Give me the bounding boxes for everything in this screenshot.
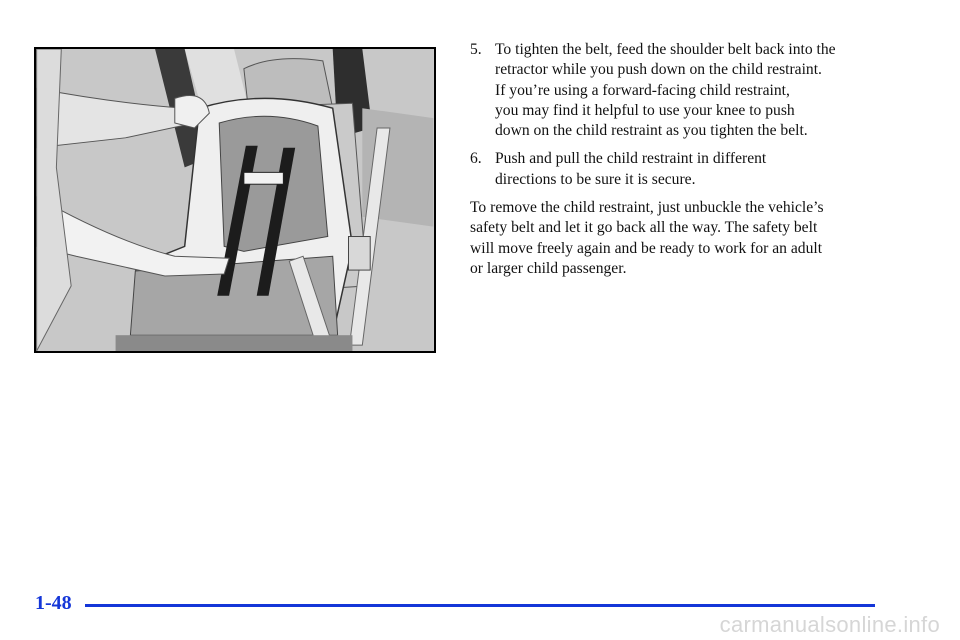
paragraph-line: safety belt and let it go back all the way. The safety belt	[470, 219, 818, 237]
child-restraint-drawing	[36, 49, 434, 351]
step-line: you may find it helpful to use your knee to push	[495, 101, 795, 119]
step-6	[470, 149, 890, 190]
step-number: 5.	[470, 41, 482, 58]
step-line: To tighten the belt, feed the shoulder belt back into the	[495, 41, 836, 58]
step-line: If you’re using a forward-facing child restraint,	[495, 81, 790, 99]
step-line: retractor while you push down on the child restraint.	[495, 61, 822, 79]
removal-paragraph	[470, 198, 890, 279]
step-number: 6.	[470, 150, 482, 168]
child-restraint-illustration	[34, 47, 436, 353]
footer-rule	[85, 604, 875, 607]
page-number: 1-48	[35, 592, 72, 614]
watermark: carmanualsonline.info	[719, 612, 940, 637]
paragraph-line: To remove the child restraint, just unbuckle the vehicle’s	[470, 199, 824, 217]
paragraph-line: or larger child passenger.	[470, 259, 627, 277]
instructions-column	[470, 40, 890, 279]
step-line: directions to be sure it is secure.	[495, 170, 696, 188]
step-line: down on the child restraint as you tighten the belt.	[495, 122, 808, 140]
step-line: Push and pull the child restraint in different	[495, 150, 767, 168]
step-5	[470, 40, 890, 141]
paragraph-line: will move freely again and be ready to work for an adult	[470, 239, 823, 257]
